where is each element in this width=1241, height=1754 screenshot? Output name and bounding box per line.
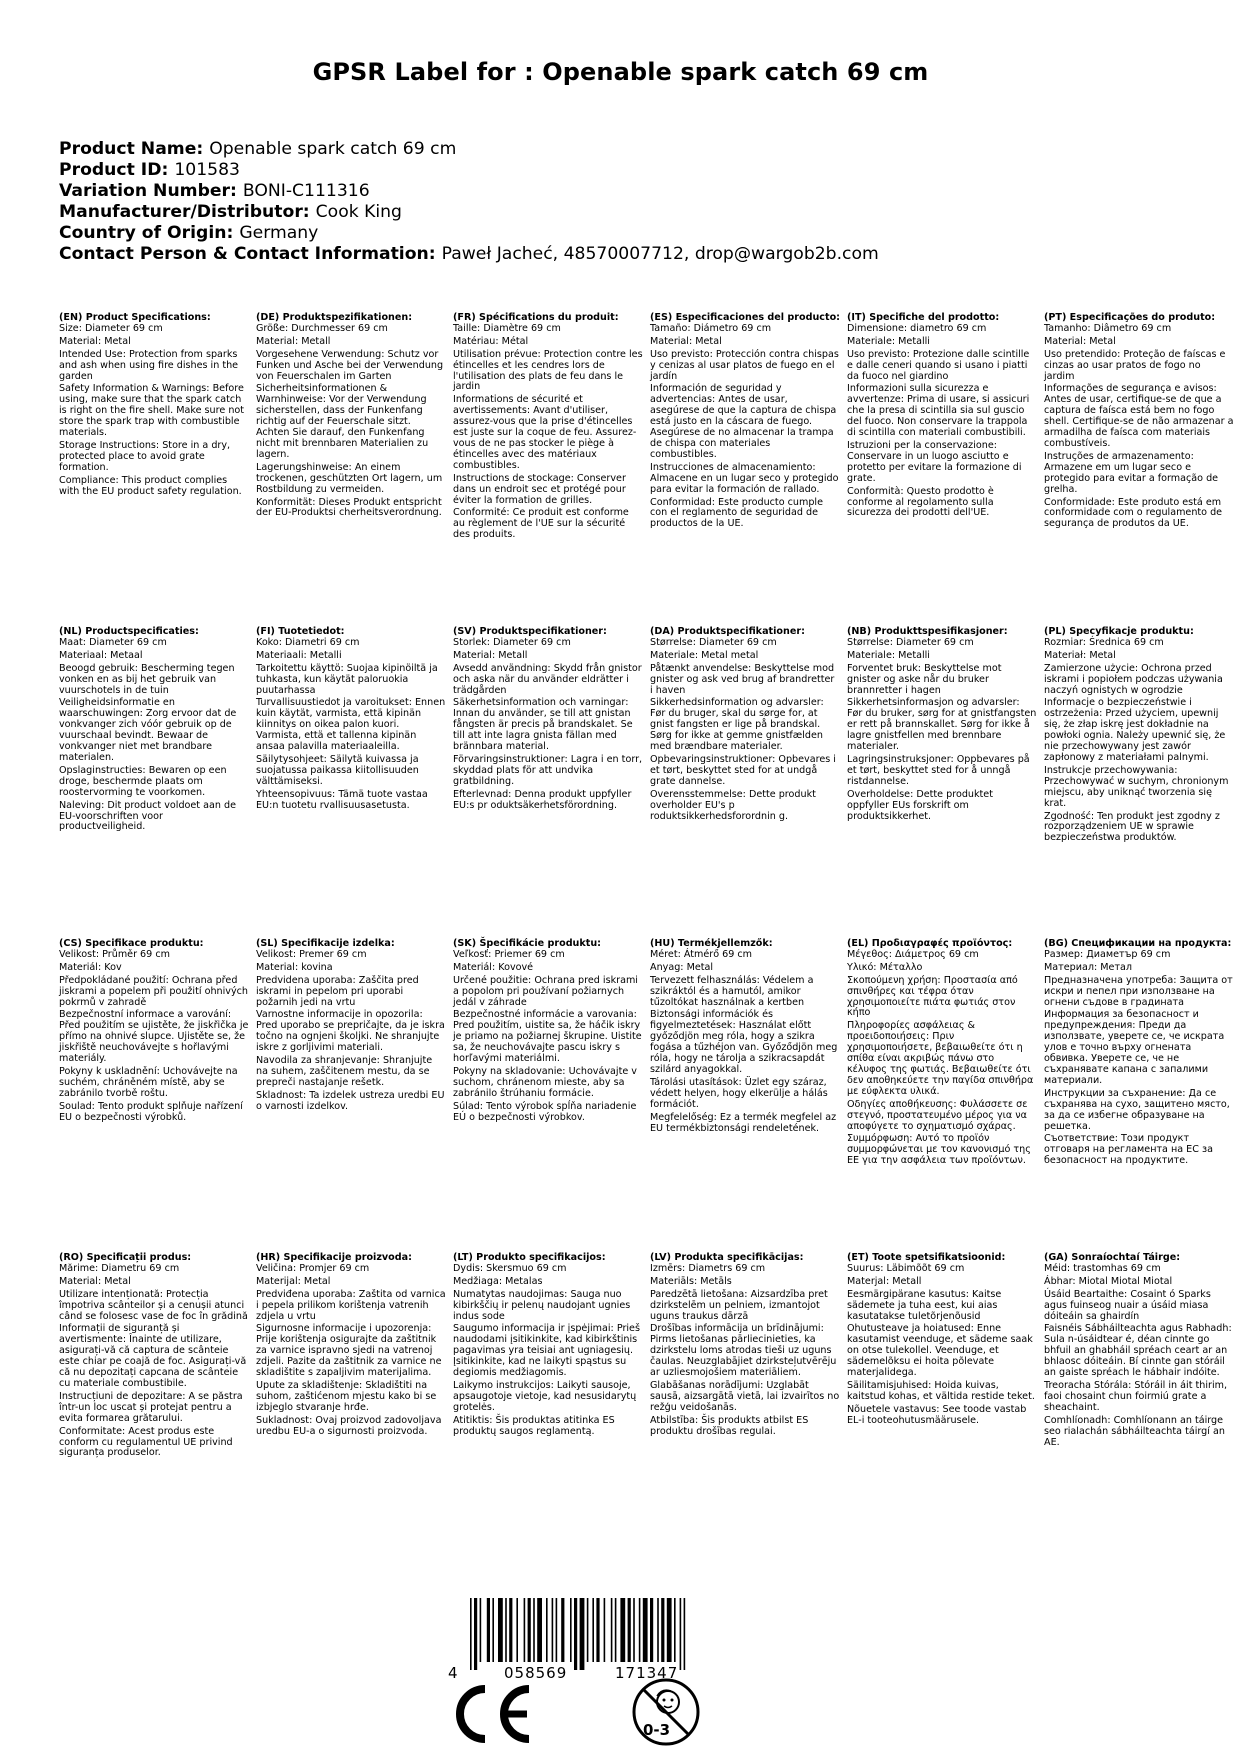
spec-line: Istruzioni per la conservazione: Conservare in un luogo asciutto e protetto per evitare la formazione di grate. [847, 439, 1022, 484]
spec-line: Informações de segurança e avisos: Antes de usar, certifique-se de que a captura de faísca está bem no fogo shell. Certifique-se de não armazenar a armadilha de faísca com materiais combustíveis. [1044, 383, 1234, 449]
spec-line: Инструкции за съхранение: Да се съхранява на сухо, защитено място, за да се избегне образуване на решетка. [1044, 1087, 1230, 1132]
barcode-bar [474, 1598, 477, 1670]
barcode-bar [533, 1598, 535, 1662]
barcode-bar [492, 1598, 494, 1662]
spec-line: Conformidad: Este producto cumple con el reglamento de seguridad de productos de la UE. [650, 496, 823, 530]
spec-line: Drošības informācija un brīdinājumi: Pirms lietošanas pārliecinieties, ka dzirkstelu loms atrodas tieši uz uguns čaulas. Neuzglabājiet dzirksteļutvērēju ar uzliesmojošiem materiāliem. [650, 1323, 837, 1379]
spec-line: Comhlíonadh: Comhlíonann an táirge seo rialachán sábháilteachta táirgí an AE. [1044, 1414, 1225, 1448]
spec-block [847, 627, 1037, 824]
spec-heading: (BG) Спецификации на продукта: [1044, 938, 1232, 949]
spec-line: Koko: Diametri 69 cm [256, 636, 360, 648]
spec-heading: (EN) Product Specifications: [59, 312, 211, 323]
spec-line: Predviđena uporaba: Zaštita od varnica i pepela prilikom korištenja vatrenih zdjela u vrtu [256, 1288, 446, 1322]
barcode-bar [620, 1598, 625, 1662]
spec-line: Méid: trastomhas 69 cm [1044, 1262, 1161, 1274]
product-info-row [59, 160, 1209, 181]
barcode-bar [680, 1598, 682, 1670]
spec-line: Lagerungshinweise: An einem trockenen, geschützten Ort lagern, um Rostbildung zu vermeiden. [256, 461, 443, 495]
product-info-label: Variation Number: [59, 181, 237, 201]
spec-line: Οδηγίες αποθήκευσης: Φυλάσσετε σε στεγνό, προστατευμένο μέρος για να αποφύγετε το σχηματισμό σχάρας. [847, 1098, 1028, 1132]
spec-line: Sikkerhedsinformation og advarsler: Før du bruger, skal du sørge for, at gnist fangsten er lige på brandskal. Sørg for ikke at gemme gnistfælden med brændbare materialer. [650, 697, 824, 753]
spec-heading: (LV) Produkta specifikācijas: [650, 1252, 804, 1263]
spec-line: Velikost: Průměr 69 cm [59, 948, 170, 960]
spec-block [847, 313, 1037, 521]
spec-line: Opbevaringsinstruktioner: Opbevares i et tørt, beskyttet sted for at undgå grate dannelse. [650, 753, 836, 787]
spec-line: Turvallisuustiedot ja varoitukset: Ennen kuin käytät, varmista, että kipinän kiinnitys on oikea palon kuori. Varmista, että et tallenna kipinän ansaa palavilla materiaaleilla. [256, 697, 446, 753]
spec-line: Soulad: Tento produkt splňuje nařízení EU o bezpečnosti výrobků. [59, 1100, 243, 1123]
spec-line: Opslaginstructies: Bewaren op een droge, beschermde plaats om roostervorming te voorkomen. [59, 764, 227, 798]
spec-line: Størrelse: Diameter 69 cm [847, 636, 974, 648]
spec-heading: (PT) Especificações do produto: [1044, 312, 1216, 323]
spec-line: Material: Metal [1044, 335, 1116, 347]
spec-line: Předpokládané použití: Ochrana před jiskrami a popelem při použití ohnivých pokrmů v zahradě [59, 974, 248, 1008]
spec-line: Sikkerhetsinformasjon og advarsler: Før du bruker, sørg for at gnistfangsten er rett på brannskallet. Sørg for ikke å lagre gnistfellen med brennbare materialer. [847, 697, 1037, 753]
spec-block [453, 939, 643, 1126]
spec-block [1044, 1253, 1234, 1450]
spec-heading: (DA) Produktspecifikationer: [650, 626, 805, 637]
barcode-bar [643, 1598, 648, 1662]
spec-line: Πληροφορίες ασφάλειας & προειδοποιήσεις: Πριν χρησιμοποιήσετε, βεβαιωθείτε ότι η σπίθα είναι ακριβώς πάνω στο κέλυφος της φωτιάς. Βεβαιωθείτε ότι δεν αποθηκεύετε την παγίδα σπινθήρα με εύφλεκτα υλικά. [847, 1020, 1034, 1097]
product-info-value: 101583 [174, 160, 240, 180]
spec-block [453, 1253, 643, 1440]
spec-line: Veličina: Promjer 69 cm [256, 1262, 370, 1274]
spec-line: Materiale: Metalli [847, 335, 930, 347]
spec-block [256, 1253, 446, 1440]
spec-block [1044, 939, 1234, 1169]
spec-line: Материал: Метал [1044, 961, 1133, 973]
spec-line: Upute za skladištenje: Skladištiti na suhom, zaštićenom mjestu kako bi se izbjeglo stvaranje hrđe. [256, 1379, 437, 1413]
spec-line: Glabāšanas norādījumi: Uzglabāt sausā, aizsargātā vietā, lai izvairītos no režģu veidošanās. [650, 1379, 840, 1413]
spec-block [59, 313, 249, 500]
product-info-row [59, 202, 1209, 223]
barcode-bar [592, 1598, 594, 1662]
spec-line: Veľkosť: Priemer 69 cm [453, 948, 565, 960]
spec-line: Instrukcje przechowywania: Przechowywać w suchym, chronionym miejscu, aby uniknąć tworzenia się krat. [1044, 764, 1229, 809]
spec-line: Materiale: Metalli [847, 649, 930, 661]
spec-heading: (IT) Specifiche del prodotto: [847, 312, 1000, 323]
spec-heading: (CS) Specifikace produktu: [59, 938, 204, 949]
spec-line: Tamaño: Diámetro 69 cm [650, 322, 772, 334]
spec-line: Ábhar: Miotal Miotal Miotal [1044, 1275, 1173, 1287]
spec-line: Conformité: Ce produit est conforme au règlement de l'UE sur la sécurité des produits. [453, 507, 629, 541]
spec-line: Informacje o bezpieczeństwie i ostrzeżenia: Przed użyciem, upewnij się, że złap iskrę jest dokładnie na powłoki ognia. Należy upewnić się, że nie przechowywany jest zawór zapłonowy z materiałami palnymi. [1044, 697, 1226, 763]
spec-line: Uso previsto: Protección contra chispas y cenizas al usar platos de fuego en el jardín [650, 348, 839, 382]
spec-line: Forventet bruk: Beskyttelse mot gnister og aske når du bruker brannretter i hagen [847, 662, 1002, 696]
spec-line: Uso pretendido: Proteção de faíscas e cinzas ao usar pratos de fogo no jardim [1044, 348, 1226, 382]
spec-line: Materiaal: Metaal [59, 649, 143, 661]
barcode-bar [570, 1598, 572, 1662]
spec-line: Matériau: Métal [453, 335, 529, 347]
spec-line: Treoracha Stórála: Stóráil in áit thirim, faoi chosaint chun foirmiú grate a sheachaint. [1044, 1379, 1228, 1413]
spec-line: Megfelelőség: Ez a termék megfelel az EU termékbiztonsági rendeletének. [650, 1111, 837, 1134]
spec-block [453, 313, 643, 543]
spec-line: Bezpečnostné informácie a varovania: Pred použitím, uistite sa, že háčik iskry je priamo na požiarnej škrupine. Uistite sa, že neuchovávajte pascu iskry s horľavými materiálmi. [453, 1009, 642, 1065]
spec-line: Μέγεθος: Διάμετρος 69 cm [847, 948, 979, 960]
spec-line: Συμμόρφωση: Αυτό το προϊόν συμμορφώνεται με τον κανονισμό της ΕΕ για την ασφάλεια των προϊόντων. [847, 1133, 1031, 1167]
barcode-bar [537, 1598, 542, 1662]
barcode-bar [628, 1598, 631, 1662]
spec-line: Utilisation prévue: Protection contre les étincelles et les cendres lors de l'utilisation des plats de feu dans le jardin [453, 348, 643, 393]
barcode-bar [661, 1598, 664, 1662]
spec-line: Materiał: Metal [1044, 649, 1116, 661]
barcode-bar [596, 1598, 599, 1662]
product-info-row [59, 139, 1209, 160]
spec-line: Saugumo informacija ir įspėjimai: Prieš naudodami įsitikinkite, kad kibirkštinis pagavimas yra teisiai ant ugniagesių. Įsitikinkite, kad ne laikyti spąstus su degiomis medžiagomis. [453, 1323, 640, 1379]
barcode-bar [667, 1598, 672, 1662]
spec-line: Overholdelse: Dette produktet oppfyller EUs forskrift om produktsikkerhet. [847, 788, 993, 822]
spec-line: Lagringsinstruksjoner: Oppbevares på et tørt, beskyttet sted for å unngå ristdannelse. [847, 753, 1030, 787]
spec-block [59, 939, 249, 1126]
spec-line: Suurus: Läbimõõt 69 cm [847, 1262, 965, 1274]
spec-line: Materiaali: Metalli [256, 649, 342, 661]
spec-heading: (SV) Produktspecifikationer: [453, 626, 607, 637]
barcode-bar [487, 1598, 490, 1662]
spec-line: Materijal: Metal [256, 1275, 331, 1287]
barcode-bar [604, 1598, 606, 1662]
spec-line: Instrucțiuni de depozitare: A se păstra într-un loc uscat și protejat pentru a evita formarea grătarului. [59, 1390, 243, 1424]
spec-line: Vorgesehene Verwendung: Schutz vor Funken und Asche bei der Verwendung von Feuerschalen im Garten [256, 348, 444, 382]
spec-heading: (GA) Sonraíochtaí Táirge: [1044, 1252, 1181, 1263]
barcode-bar [674, 1598, 676, 1662]
spec-line: Информация за безопасност и предупреждения: Преди да използвате, уверете се, че искрата улов е точно върху огнената обвивка. Уверете се, че не съхранявате капана с запалими материали. [1044, 1009, 1225, 1086]
spec-line: Material: Metal [650, 335, 722, 347]
barcode-digits-left: 058569 [504, 1664, 568, 1682]
spec-line: Konformität: Dieses Produkt entspricht der EU-Produktsi cherheitsverordnung. [256, 496, 442, 519]
spec-block [256, 627, 446, 814]
spec-line: Instruções de armazenamento: Armazene em um lugar seco e protegido para evitar a formação de grelha. [1044, 450, 1219, 495]
spec-line: Velikost: Premer 69 cm [256, 948, 367, 960]
spec-heading: (PL) Specyfikacje produktu: [1044, 626, 1194, 637]
ce-mark-icon [455, 1685, 537, 1743]
spec-line: Materjal: Metall [847, 1275, 922, 1287]
spec-heading: (SL) Specifikacije izdelka: [256, 938, 395, 949]
spec-line: Efterlevnad: Denna produkt uppfyller EU:s pr oduktsäkerhetsförordning. [453, 788, 632, 811]
spec-line: Tárolási utasítások: Üzlet egy száraz, védett helyen, hogy elkerülje a hálás formációt. [650, 1076, 828, 1110]
spec-line: Zamierzone użycie: Ochrona przed iskrami i popiołem podczas używania naczyń ognistych w ogrodzie [1044, 662, 1223, 696]
barcode-bar [650, 1598, 653, 1662]
product-info-value: Germany [239, 223, 319, 243]
spec-line: Dydis: Skersmuo 69 cm [453, 1262, 567, 1274]
spec-line: Säilytysohjeet: Säilytä kuivassa ja suojatussa paikassa kiitollisuuden välttämiseksi. [256, 753, 419, 787]
spec-line: Určené použitie: Ochrana pred iskrami a popolom pri používaní požiarnych jedál v záhrade [453, 974, 638, 1008]
spec-line: Størrelse: Diameter 69 cm [650, 636, 777, 648]
spec-line: Informations de sécurité et avertissements: Avant d'utiliser, assurez-vous que la prise d'étincelles est juste sur la coque de feu. Assurez-vous de ne pas stocker le piège à étincelles avec des matériaux combustibles. [453, 394, 637, 471]
spec-line: Materiāls: Metāls [650, 1275, 732, 1287]
barcode-bar [552, 1598, 554, 1662]
spec-line: Méret: Átmérő 69 cm [650, 948, 753, 960]
product-info-value: Openable spark catch 69 cm [209, 139, 457, 159]
spec-line: Veiligheidsinformatie en waarschuwingen: Zorg ervoor dat de vonkvanger zich vóór gebruik op de vuurschaal bevindt. Bewaar de vonkvanger niet met brandbare materialen. [59, 697, 237, 763]
barcode-bar [498, 1598, 503, 1662]
spec-line: Storage Instructions: Store in a dry, protected place to avoid grate formation. [59, 439, 231, 473]
product-info-value: Cook King [315, 202, 402, 222]
spec-line: Izmērs: Diametrs 69 cm [650, 1262, 766, 1274]
spec-heading: (DE) Produktspezifikationen: [256, 312, 413, 323]
spec-heading: (ET) Toote spetsifikatsioonid: [847, 1252, 1006, 1263]
spec-line: Safety Information & Warnings: Before using, make sure that the spark catch is right on the fire shell. Make sure not store the spark trap with combustible materials. [59, 383, 245, 439]
product-info-value: Paweł Jacheć, 48570007712, drop@wargob2b.com [441, 244, 879, 264]
spec-block [650, 313, 840, 532]
spec-heading: (FR) Spécifications du produit: [453, 312, 619, 323]
spec-line: Размер: Диаметър 69 cm [1044, 948, 1171, 960]
spec-line: Storlek: Diameter 69 cm [453, 636, 571, 648]
spec-block [847, 939, 1037, 1169]
spec-block [59, 1253, 249, 1461]
spec-line: Instructions de stockage: Conserver dans un endroit sec et protégé pour éviter la formation de grilles. [453, 472, 626, 506]
product-info-row [59, 223, 1209, 244]
spec-line: Atitiktis: Šis produktas atitinka ES produktų saugos reglamentą. [453, 1414, 615, 1437]
product-info-label: Manufacturer/Distributor: [59, 202, 310, 222]
spec-block [1044, 313, 1234, 532]
product-info-label: Product ID: [59, 160, 169, 180]
spec-line: Tervezett felhasználás: Védelem a szikráktól és a hamutól, amikor tűzoltókat használnak a kertben [650, 974, 814, 1008]
barcode-bar [561, 1598, 564, 1662]
spec-line: Säkerhetsinformation och varningar: Innan du använder, se till att gnistan fångsten är precis på brandskalet. Se till att inte lagra gnista fällan med brännbara material. [453, 697, 633, 753]
spec-line: Sukladnost: Ovaj proizvod zadovoljava uredbu EU-a o sigurnosti proizvoda. [256, 1414, 442, 1437]
spec-block [847, 1253, 1037, 1429]
barcode-bar [480, 1598, 482, 1662]
spec-line: Tarkoitettu käyttö: Suojaa kipinöiltä ja tuhkasta, kun käytät paloruokia puutarhassa [256, 662, 438, 696]
barcode-bar [615, 1598, 617, 1662]
spec-line: Mărime: Diametru 69 cm [59, 1262, 180, 1274]
spec-line: Biztonsági információk és figyelmeztetések: Használat előtt győződjön meg róla, hogy a szikra fogása a tűzhéjon van. Győződjön meg róla, hogy ne tárolja a szikracsapdát szilárd anyagokkal. [650, 1009, 838, 1075]
product-info-row [59, 181, 1209, 202]
product-info-label: Contact Person & Contact Information: [59, 244, 436, 264]
spec-line: Numatytas naudojimas: Sauga nuo kibirkščių ir pelenų naudojant ugnies indus sode [453, 1288, 631, 1322]
svg-text:0-3: 0-3 [643, 1721, 671, 1739]
barcode-bar [528, 1598, 531, 1662]
spec-line: Rozmiar: Średnica 69 cm [1044, 636, 1164, 648]
barcode-bar [574, 1598, 577, 1670]
spec-line: Påtænkt anvendelse: Beskyttelse mod gnister og ask ved brug af brandretter i haven [650, 662, 835, 696]
spec-heading: (NL) Productspecificaties: [59, 626, 199, 637]
spec-line: Υλικό: Μέταλλο [847, 961, 923, 973]
product-info-row [59, 244, 1209, 265]
spec-line: Medžiaga: Metalas [453, 1275, 543, 1287]
spec-line: Overensstemmelse: Dette produkt overholder EU's p roduktsikkerhedsforordnin g. [650, 788, 816, 822]
spec-block [256, 939, 446, 1115]
spec-line: Pokyny na skladovanie: Uchovávajte v suchom, chránenom mieste, aby sa zabránilo štrúhaniu formácie. [453, 1065, 637, 1099]
spec-line: Съответствие: Този продукт отговаря на регламента на ЕС за безопасност на продуктите. [1044, 1133, 1213, 1167]
page-title: GPSR Label for : Openable spark catch 69 cm [312, 58, 929, 86]
spec-line: Nõuetele vastavus: See toode vastab EL-i tooteohutusmäärusele. [847, 1403, 1027, 1426]
spec-line: Ohutusteave ja hoiatused: Enne kasutamist veenduge, et sädeme saak on otse tulekollel. Veenduge, et sädemelõksu ei hoita põlevate materjalidega. [847, 1323, 1033, 1379]
spec-line: Tamanho: Diâmetro 69 cm [1044, 322, 1172, 334]
spec-line: Maat: Diameter 69 cm [59, 636, 167, 648]
spec-block [650, 627, 840, 824]
spec-line: Material: Metal [59, 335, 131, 347]
product-info [59, 139, 1209, 265]
spec-line: Förvaringsinstruktioner: Lagra i en torr, skyddad plats för att undvika gratbildning. [453, 753, 643, 787]
spec-line: Avsedd användning: Skydd från gnistor och aska när du använder eldrätter i trädgården [453, 662, 642, 696]
spec-line: Taille: Diamètre 69 cm [453, 322, 561, 334]
spec-line: Información de seguridad y advertencias: Antes de usar, asegúrese de que la captura de chispa está justo en la cáscara de fuego. Asegúrese de no almacenar la trampa de chispa con materiales combustibles. [650, 383, 837, 460]
spec-line: Conformità: Questo prodotto è conforme al regolamento sulla sicurezza dei prodotti dell'UE. [847, 485, 994, 519]
spec-line: Skladnost: Ta izdelek ustreza uredbi EU o varnosti izdelkov. [256, 1089, 445, 1112]
spec-line: Materiál: Kovové [453, 961, 534, 973]
spec-line: Navodila za shranjevanje: Shranjujte na suhem, zaščitenem mestu, da se prepreči nastajanje rešetk. [256, 1055, 433, 1088]
barcode-bar [639, 1598, 641, 1662]
spec-heading: (ES) Especificaciones del producto: [650, 312, 841, 323]
spec-line: Size: Diameter 69 cm [59, 322, 163, 334]
spec-heading: (HU) Termékjellemzők: [650, 938, 773, 949]
spec-block [650, 1253, 840, 1440]
spec-line: Instrucciones de almacenamiento: Almacene en un lugar seco y protegido para evitar la formación de rallado. [650, 461, 839, 495]
barcode-bar [611, 1598, 613, 1662]
spec-heading: (RO) Specificații produs: [59, 1252, 192, 1263]
spec-line: Bezpečnostní informace a varování: Před použitím se ujistěte, že jiskřička je přímo na ohnivé slupce. Ujistěte se, že jiskřiště neuchovávejte s hořlavými materiály. [59, 1009, 249, 1065]
spec-line: Material: Metall [453, 649, 528, 661]
spec-block [1044, 627, 1234, 846]
spec-block [453, 627, 643, 814]
spec-block [256, 313, 446, 521]
spec-block [650, 939, 840, 1136]
spec-line: Material: Metal [59, 1275, 131, 1287]
spec-line: Pokyny k uskladnění: Uchovávejte na suchém, chráněném místě, aby se zabránilo tvorbě roštu. [59, 1065, 238, 1099]
barcode-bar [587, 1598, 589, 1662]
spec-heading: (HR) Specifikacije proizvoda: [256, 1252, 412, 1263]
spec-line: Informazioni sulla sicurezza e avvertenze: Prima di usare, si assicuri che la presa di scintilla sia sul guscio del fuoco. Non conservare la trappola di scintilla con materiali combustibili. [847, 383, 1030, 439]
spec-line: Predvidena uporaba: Zaščita pred iskrami in pepelom pri uporabi požarnih jedi na vrtu [256, 974, 419, 1008]
spec-line: Materiale: Metal metal [650, 649, 759, 661]
spec-line: Naleving: Dit product voldoet aan de EU-voorschriften voor productveiligheid. [59, 799, 236, 833]
spec-line: Anyag: Metal [650, 961, 714, 973]
spec-line: Súlad: Tento výrobok spĺňa nariadenie EÚ o bezpečnosti výrobkov. [453, 1100, 637, 1123]
spec-line: Faisnéis Sábháilteachta agus Rabhadh: Sula n-úsáidtear é, déan cinnte go bhfuil an ghabháil spréach ceart ar an bhlaosc dóiteáin. Bí cinnte gan stóráil an gaiste spréach le hábhair indóite. [1044, 1323, 1232, 1379]
spec-line: Úsáid Beartaithe: Cosaint ó Sparks agus fuinseog nuair a úsáid miasa dóiteáin sa ghairdín [1044, 1288, 1211, 1322]
spec-line: Varnostne informacije in opozorila: Pred uporabo se prepričajte, da je iskra točno na ognjeni školjki. Ne shranjujte iskre z gorljivimi materiali. [256, 1009, 445, 1054]
spec-line: Informații de siguranță și avertismente: Înainte de utilizare, asigurați-vă că captura de scânteie este chiar pe coajă de foc. Asigurați-vă că nu depozitați capcana de scânteie cu materiale combustibile. [59, 1323, 247, 1389]
barcode-bar [470, 1598, 472, 1670]
spec-line: Conformitate: Acest produs este conform cu regulamentul UE privind siguranța produselor. [59, 1425, 233, 1459]
spec-line: Dimensione: diametro 69 cm [847, 322, 987, 334]
spec-line: Beoogd gebruik: Bescherming tegen vonken en as bij het gebruik van vuurschotels in de tuin [59, 662, 235, 696]
barcode-bar [516, 1598, 518, 1662]
product-info-label: Product Name: [59, 139, 204, 159]
spec-heading: (LT) Produkto specifikacijos: [453, 1252, 606, 1263]
spec-heading: (EL) Προδιαγραφές προϊόντος: [847, 938, 1013, 949]
spec-line: Σκοπούμενη χρήση: Προστασία από σπινθήρες και τέφρα όταν χρησιμοποιείτε πιάτα φωτιάς στον κήπο [847, 974, 1018, 1019]
barcode-bar [524, 1598, 526, 1662]
barcode-bar [657, 1598, 659, 1662]
spec-line: Paredzētā lietošana: Aizsardzība pret dzirkstelēm un pelniem, izmantojot uguns traukus dārzā [650, 1288, 828, 1322]
barcode-digit-first: 4 [448, 1664, 458, 1682]
spec-line: Materiál: Kov [59, 961, 122, 973]
spec-line: Eesmärgipärane kasutus: Kaitse sädemete ja tuha eest, kui aias kasutatakse tuletõrjenõusid [847, 1288, 1002, 1322]
product-info-label: Country of Origin: [59, 223, 234, 243]
spec-line: Conformidade: Este produto está em conformidade com o regulamento de segurança de produtos da UE. [1044, 496, 1223, 530]
barcode-bar [580, 1598, 585, 1670]
not-for-children-0-3-icon [631, 1677, 701, 1747]
spec-line: Предназначена употреба: Защита от искри и пепел при използване на огнени съдове в градината [1044, 974, 1233, 1008]
barcode-bar [505, 1598, 507, 1662]
spec-line: Sicherheitsinformationen & Warnhinweise: Vor der Verwendung sicherstellen, dass der Funkenfang richtig auf der Feuerschale sitzt. Achten Sie darauf, den Funkenfang nicht mit brennbaren Materialien zu lagern. [256, 383, 429, 460]
barcode-bar [633, 1598, 635, 1662]
spec-line: Laikymo instrukcijos: Laikyti sausoje, apsaugotoje vietoje, kad nesusidarytų grotelės. [453, 1379, 637, 1413]
spec-heading: (FI) Tuotetiedot: [256, 626, 345, 637]
spec-line: Atbilstība: Šis produkts atbilst ES produktu drošības regulai. [650, 1414, 809, 1437]
barcode-bar [546, 1598, 548, 1662]
spec-block [59, 627, 249, 835]
spec-line: Material: kovina [256, 961, 333, 973]
spec-line: Utilizare intenționată: Protecția împotriva scânteilor și a cenușii atunci când se folosesc vase de foc în grădină [59, 1288, 248, 1322]
spec-heading: (NB) Produkttspesifikasjoner: [847, 626, 1008, 637]
spec-line: Uso previsto: Protezione dalle scintille e dalle ceneri quando si usano i piatti da fuoco nel giardino [847, 348, 1030, 382]
barcode-bar [509, 1598, 512, 1662]
barcode-bar [684, 1598, 686, 1670]
spec-line: Material: Metall [256, 335, 331, 347]
spec-line: Zgodność: Ten produkt jest zgodny z rozporządzeniem UE w sprawie bezpieczeństwa produktów. [1044, 810, 1220, 844]
barcode-digits-right: 171347 [615, 1664, 679, 1682]
spec-line: Yhteensopivuus: Tämä tuote vastaa EU:n tuotetu rvallisuusasetusta. [256, 788, 428, 811]
spec-line: Sigurnosne informacije i upozorenja: Prije korištenja osigurajte da zaštitnik za varnice ispravno sjedi na vatrenoj zdjeli. Pazite da zaštitnik za varnice ne skladištite s zapaljivim materijalima. [256, 1323, 442, 1379]
spec-line: Intended Use: Protection from sparks and ash when using fire dishes in the garden [59, 348, 239, 382]
product-info-value: BONI-C111316 [242, 181, 370, 201]
spec-heading: (SK) Špecifikácie produktu: [453, 938, 602, 949]
spec-line: Säilitamisjuhised: Hoida kuivas, kaitstud kohas, et vältida restide teket. [847, 1379, 1035, 1402]
spec-line: Compliance: This product complies with the EU product safety regulation. [59, 474, 242, 497]
spec-line: Größe: Durchmesser 69 cm [256, 322, 388, 334]
barcode-bar [556, 1598, 558, 1662]
